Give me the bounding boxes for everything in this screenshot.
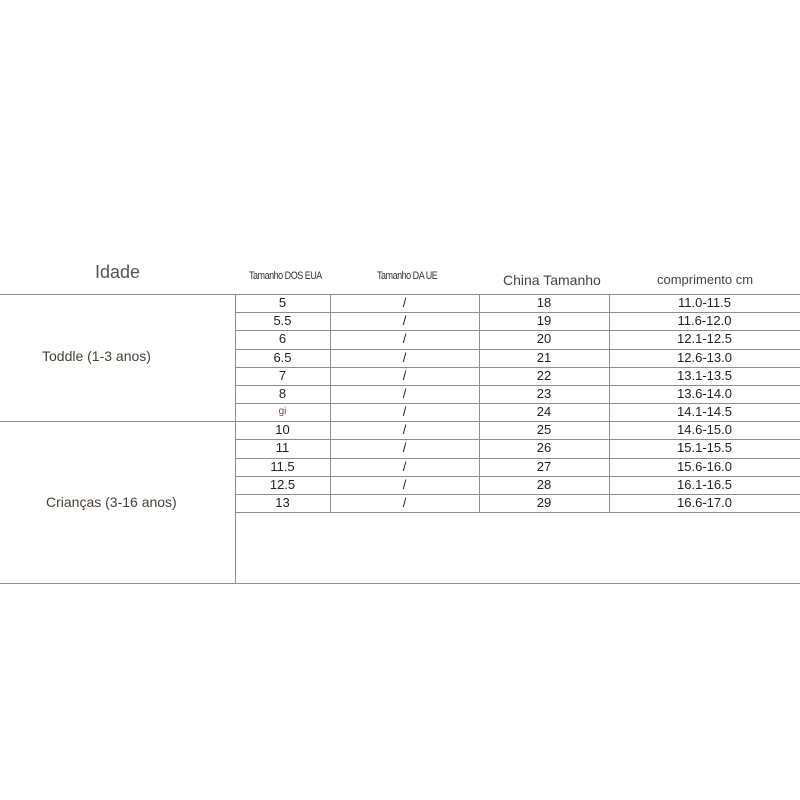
- cell-cn: 18: [536, 295, 552, 310]
- cell-eu: /: [402, 404, 407, 420]
- cell-len: 14.6-15.0: [677, 422, 732, 438]
- header-china-size: China Tamanho: [503, 272, 601, 288]
- age-group-label: Toddle (1-3 anos): [42, 348, 151, 364]
- cell-eu: /: [402, 367, 407, 383]
- cell-len: 11.0-11.5: [677, 295, 731, 310]
- cell-us: 8: [278, 385, 287, 401]
- cell-eu: /: [402, 331, 407, 347]
- cell-cn: 23: [536, 385, 552, 401]
- cell-len: 15.1-15.5: [677, 440, 732, 456]
- cell-eu: /: [402, 313, 407, 329]
- cell-len: 15.6-16.0: [677, 458, 732, 474]
- cell-len: 13.1-13.5: [677, 367, 732, 383]
- row-divider: [235, 512, 800, 513]
- cell-cn: 25: [536, 422, 552, 438]
- cell-us: 6: [278, 331, 287, 347]
- cell-cn: 19: [536, 313, 552, 329]
- cell-len: 13.6-14.0: [677, 385, 732, 401]
- header-age: Idade: [95, 262, 141, 282]
- cell-us: 13: [275, 494, 290, 510]
- cell-len: 16.1-16.5: [677, 476, 732, 492]
- header-us-size: Tamanho DOS EUA: [249, 270, 322, 282]
- cell-eu: /: [402, 476, 407, 492]
- cell-us: 12.5: [269, 476, 296, 492]
- cell-us: 5: [278, 295, 287, 310]
- cell-us: 6.5: [273, 349, 292, 365]
- cell-cn: 27: [536, 458, 552, 474]
- age-group-label: Crianças (3-16 anos): [46, 494, 177, 510]
- cell-us: 7: [278, 367, 287, 383]
- cell-cn: 24: [536, 404, 552, 420]
- cell-us: 11: [275, 440, 290, 456]
- cell-cn: 26: [536, 440, 552, 456]
- cell-eu: /: [402, 349, 407, 365]
- cell-eu: /: [402, 422, 407, 438]
- cell-us: 10: [275, 422, 290, 438]
- cell-eu: /: [402, 295, 407, 310]
- cell-eu: /: [402, 385, 407, 401]
- cell-cn: 20: [536, 331, 552, 347]
- cell-len: 11.6-12.0: [677, 313, 732, 329]
- cell-len: 12.1-12.5: [677, 331, 732, 347]
- cell-len: 16.6-17.0: [677, 494, 732, 510]
- cell-len: 14.1-14.5: [677, 404, 732, 420]
- cell-cn: 21: [536, 349, 552, 365]
- header-eu-size: Tamanho DA UE: [377, 270, 438, 282]
- cell-cn: 28: [536, 476, 552, 492]
- cell-us: gi: [278, 406, 287, 418]
- cell-us: 11.5: [270, 458, 295, 474]
- cell-eu: /: [402, 458, 407, 474]
- cell-us: 5.5: [273, 313, 292, 329]
- cell-eu: /: [402, 440, 407, 456]
- cell-cn: 29: [536, 494, 552, 510]
- table-bottom-border: [0, 583, 800, 584]
- cell-len: 12.6-13.0: [677, 349, 732, 365]
- cell-cn: 22: [536, 367, 552, 383]
- cell-eu: /: [402, 494, 407, 510]
- header-length: comprimento cm: [657, 272, 754, 287]
